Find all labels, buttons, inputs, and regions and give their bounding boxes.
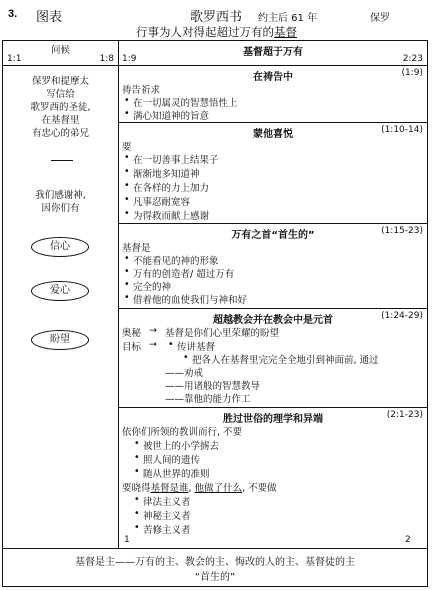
mystery-text: 基督是你们心里荣耀的盼望 xyxy=(165,328,280,339)
goal-label: 目标 xyxy=(122,342,142,353)
section-title: 图表 xyxy=(36,10,63,25)
means-item: ——劝戒 xyxy=(165,368,204,379)
content-column xyxy=(119,41,427,548)
theme-subtitle: 行事为人对得起超过万有的基督 xyxy=(136,25,297,39)
list-item: • 被世上的小学掳去 xyxy=(143,438,219,452)
greeting-title: 问候 xyxy=(50,45,70,56)
list-item: • 完全的神 xyxy=(133,279,171,293)
list-item: • 神秘主义者 xyxy=(143,508,191,522)
wisdom-section xyxy=(119,408,427,548)
greeting-ref-end: 1:8 xyxy=(99,54,114,64)
summary-footer xyxy=(3,548,427,586)
book-author: 保罗 xyxy=(370,13,390,24)
wisdom-title: 胜过世俗的理学和异端 xyxy=(223,414,323,425)
list-item: • 不能看见的神的形象 xyxy=(133,253,219,267)
list-item: • 苦修主义者 xyxy=(143,522,191,536)
means-item: ——用诸般的智慧教导 xyxy=(165,381,261,392)
summary-firstborn: “首生的” xyxy=(194,572,236,583)
book-date: 约主后 61 年 xyxy=(258,13,318,24)
firstborn-title: 万有之首“首生的” xyxy=(231,230,315,241)
list-item: • 凡事忍耐宽容 xyxy=(133,194,190,208)
greeting-line: 保罗和提摩太 xyxy=(31,76,89,87)
goal-sub: • 把各人在基督里完完全全地引到神面前, 通过 xyxy=(192,352,379,366)
document-header xyxy=(0,0,433,44)
book-title: 歌罗西书 xyxy=(190,10,243,25)
firstborn-ref: (1:15-23) xyxy=(381,226,423,236)
wisdom-ref: (2:1-23) xyxy=(386,410,423,420)
list-item: • 在各样的力上加力 xyxy=(133,180,209,194)
list-item: • 在一切善事上结果子 xyxy=(133,152,219,166)
theme-ref-start: 1:9 xyxy=(122,54,137,64)
list-item: • 渐渐地多知道神 xyxy=(133,166,200,180)
greeting-ref-start: 1:1 xyxy=(7,54,22,64)
mystery-label: 奥秘 xyxy=(122,328,142,339)
means-item: ——靠他的能力作工 xyxy=(165,394,251,405)
virtue-love: 爱心 xyxy=(31,281,89,301)
chapter-marker-1: 1 xyxy=(124,535,130,545)
greeting-line: 歌罗西的圣徒, xyxy=(30,102,91,113)
chapter-marker-2: 2 xyxy=(405,535,411,545)
greeting-column xyxy=(3,41,119,548)
greeting-divider xyxy=(51,160,73,161)
greeting-line: 写信给 xyxy=(46,89,75,100)
thanks-line: 因你们有 xyxy=(41,203,80,214)
theme-ref-end: 2:23 xyxy=(402,54,423,64)
list-item: • 满心知道神的旨意 xyxy=(133,108,209,122)
know-line: 要晓得基督是谁, 他做了什么, 不要做 xyxy=(122,483,277,494)
greeting-header xyxy=(3,41,118,66)
list-item: • 借着他的血使我们与神和好 xyxy=(133,292,247,306)
church-ref: (1:24-29) xyxy=(381,311,423,321)
greeting-line: 在基督里 xyxy=(41,115,80,126)
church-title: 超越教会并在教会中是元首 xyxy=(213,315,333,326)
greeting-line: 有忠心的弟兄 xyxy=(31,128,89,139)
firstborn-section xyxy=(119,224,427,309)
pleasing-section xyxy=(119,123,427,224)
list-item: • 随从世界的准则 xyxy=(143,466,210,480)
prayer-ref: (1:9) xyxy=(401,68,423,78)
list-item: • 万有的创造者/ 超过万有 xyxy=(133,266,234,280)
list-item: • 律法主义者 xyxy=(143,494,191,508)
prayer-title: 在祷告中 xyxy=(253,72,293,83)
virtue-faith: 信心 xyxy=(31,237,89,257)
goal-item: • 传讲基督 xyxy=(177,339,215,353)
prayer-section xyxy=(119,66,427,123)
list-item: • 照人间的遗传 xyxy=(143,452,200,466)
pleasing-ref: (1:10-14) xyxy=(381,125,423,135)
arrow-icon: → xyxy=(149,325,157,336)
list-item: • 为得救而献上感谢 xyxy=(133,208,209,222)
pleasing-intro: 要 xyxy=(122,142,132,153)
thanks-line: 我们感谢神, xyxy=(35,190,86,201)
list-item: • 在一切属灵的智慧悟性上 xyxy=(133,95,238,109)
christ-over-all-header xyxy=(119,41,427,66)
pleasing-title: 蒙他喜悦 xyxy=(253,129,293,140)
arrow-icon: → xyxy=(149,339,157,350)
chart-frame xyxy=(2,40,428,587)
virtue-hope: 盼望 xyxy=(31,330,89,350)
wisdom-intro: 依你们所领的教训而行, 不要 xyxy=(122,427,243,438)
chapter-number: 3. xyxy=(8,8,18,20)
prayer-intro: 祷告祈求 xyxy=(122,85,161,96)
main-theme-title: 基督超于万有 xyxy=(243,47,303,58)
firstborn-intro: 基督是 xyxy=(122,243,151,254)
summary-line: 基督是主——万有的主、教会的主、悔改的人的主、基督徒的主 xyxy=(75,557,355,568)
church-section xyxy=(119,309,427,408)
